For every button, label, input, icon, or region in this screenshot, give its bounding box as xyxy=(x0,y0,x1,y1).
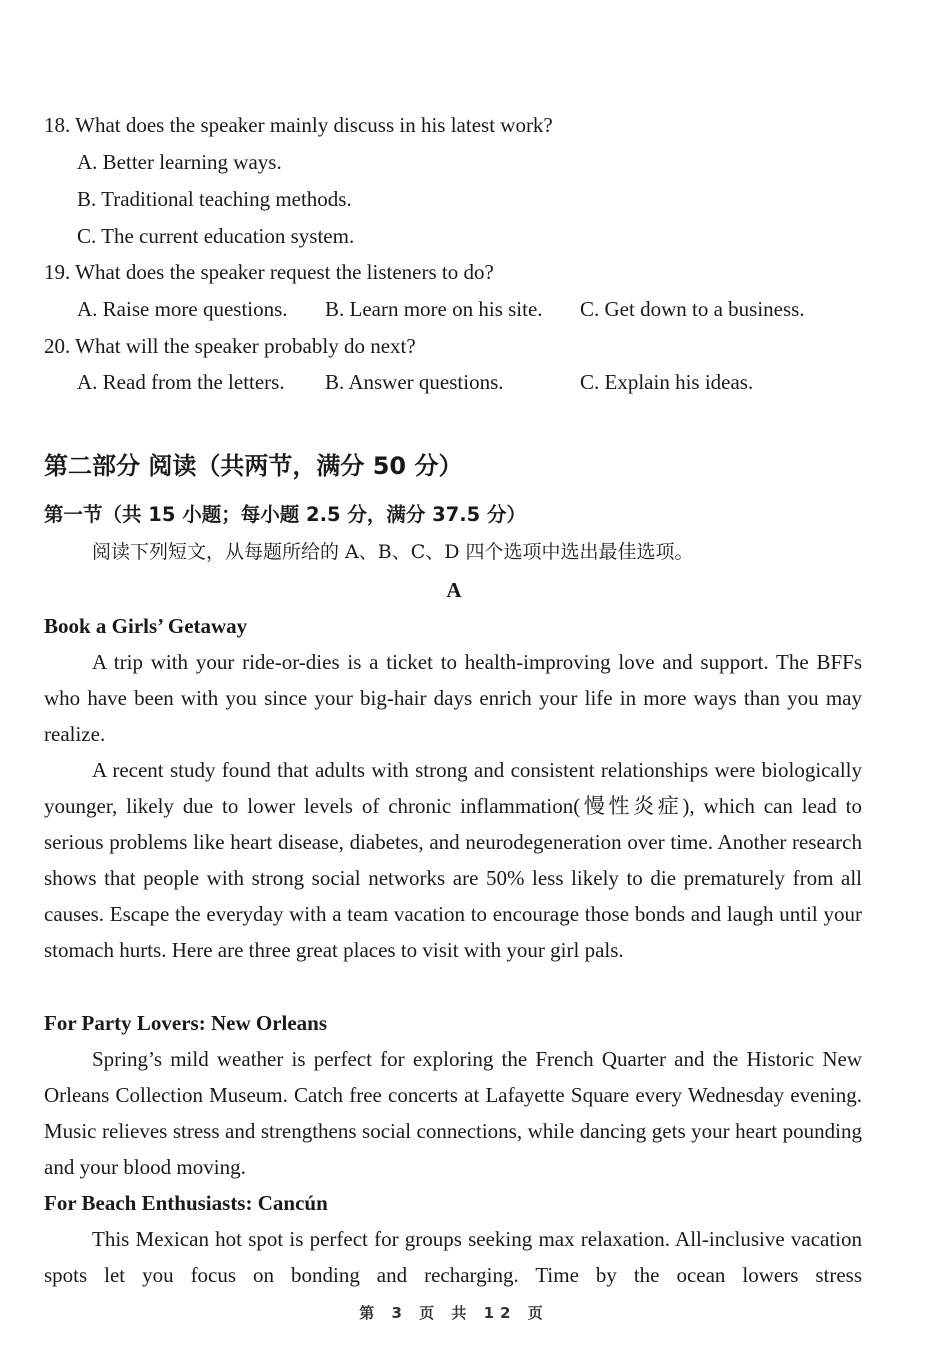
subheading-new-orleans: For Party Lovers: New Orleans xyxy=(44,1011,328,1035)
q19-option-c: C. Get down to a business. xyxy=(580,297,805,321)
q20-option-b: B. Answer questions. xyxy=(325,370,504,394)
q18-option-c: C. The current education system. xyxy=(77,224,355,248)
paragraph-cancun: This Mexican hot spot is perfect for groups seeking max relaxation. All-inclusive vacation spots let you focus on bonding and recharging. Time by the ocean lowers stress xyxy=(44,1227,862,1287)
paragraph-new-orleans: Spring’s mild weather is perfect for exploring the French Quarter and the Historic New Orleans Collection Museum. Catch free concerts at Lafayette Square every Wednesday evening. Music relieves stress and strengthens social connections, while dancing gets your heart pounding and your blood moving. xyxy=(44,1047,862,1179)
passage-label: A xyxy=(446,578,462,602)
question-18: 18. What does the speaker mainly discuss in his latest work? xyxy=(44,113,553,137)
q19-option-b: B. Learn more on his site. xyxy=(325,297,543,321)
question-19: 19. What does the speaker request the listeners to do? xyxy=(44,260,494,284)
part-title: 第二部分 阅读（共两节，满分 50 分） xyxy=(44,452,463,480)
instruction-text: 阅读下列短文，从每题所给的 A、B、C、D 四个选项中选出最佳选项。 xyxy=(92,541,694,563)
section-title: 第一节（共 15 小题；每小题 2.5 分，满分 37.5 分） xyxy=(44,503,527,526)
q20-option-c: C. Explain his ideas. xyxy=(580,370,754,394)
q20-option-a: A. Read from the letters. xyxy=(77,370,285,394)
paragraph-1: A trip with your ride-or-dies is a ticket to health-improving love and support. The BFFs who have been with you since your big-hair days enrich your life in more ways than you may realize. xyxy=(44,650,862,746)
page-number-footer: 第 3 页 共 12 页 xyxy=(359,1304,549,1322)
subheading-cancun: For Beach Enthusiasts: Cancún xyxy=(44,1191,328,1215)
paragraph-2: A recent study found that adults with strong and consistent relationships were biologically younger, likely due to lower levels of chronic inflammation(慢性炎症), which can lead to serious problems like heart disease, diabetes, and neurodegeneration over time. Another research shows that people with strong social networks are 50% less likely to die prematurely from all causes. Escape the everyday with a team vacation to encourage those bonds and laugh until your stomach hurts. Here are three great places to visit with your girl pals. xyxy=(44,758,862,962)
q19-option-a: A. Raise more questions. xyxy=(77,297,288,321)
question-20: 20. What will the speaker probably do next? xyxy=(44,334,416,358)
passage-title: Book a Girls’ Getaway xyxy=(44,614,248,638)
q18-option-b: B. Traditional teaching methods. xyxy=(77,187,352,211)
q18-option-a: A. Better learning ways. xyxy=(77,150,282,174)
